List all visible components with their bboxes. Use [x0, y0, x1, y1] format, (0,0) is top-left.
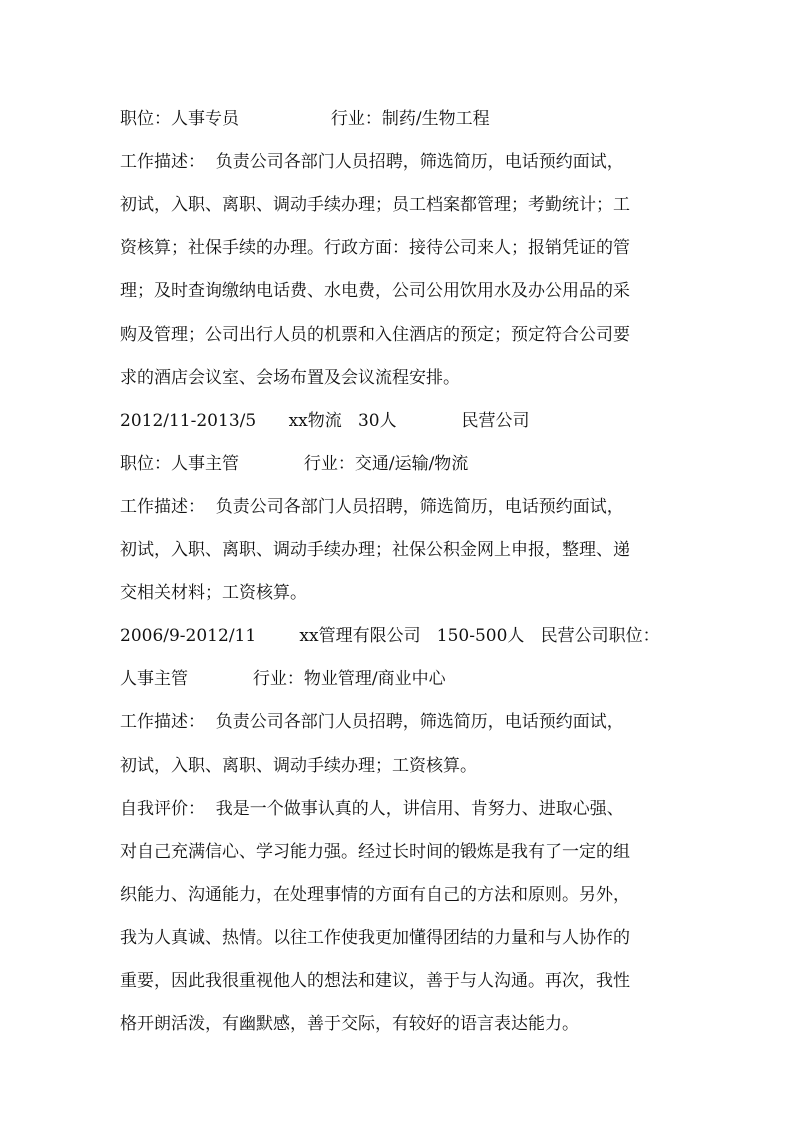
job-description-line: 交相关材料；工资核算。	[120, 583, 307, 603]
job-description-line: 初试，入职、离职、调动手续办理；员工档案都管理；考勤统计；工	[120, 195, 630, 215]
job-position-line: 职位：人事专员 行业：制药/生物工程	[120, 109, 490, 129]
self-evaluation-line: 重要，因此我很重视他人的想法和建议，善于与人沟通。再次，我性	[120, 971, 630, 991]
self-evaluation-line: 织能力、沟通能力，在处理事情的方面有自己的方法和原则。另外，	[120, 885, 630, 905]
job-description-line: 求的酒店会议室、会场布置及会议流程安排。	[120, 368, 460, 388]
job-description-line: 工作描述： 负责公司各部门人员招聘，筛选简历，电话预约面试，	[120, 497, 624, 517]
job-description-line: 理；及时查询缴纳电话费、水电费，公司公用饮用水及办公用品的采	[120, 281, 630, 301]
job-position-line: 人事主管 行业：物业管理/商业中心	[120, 669, 446, 689]
self-evaluation-line: 自我评价： 我是一个做事认真的人，讲信用、肯努力、进取心强、	[120, 799, 624, 819]
employment-period-line: 2006/9-2012/11 xx管理有限公司 150-500人 民营公司职位：	[120, 626, 660, 646]
job-description-line: 初试，入职、离职、调动手续办理；社保公积金网上申报，整理、递	[120, 540, 630, 560]
job-description-line: 资核算；社保手续的办理。行政方面：接待公司来人；报销凭证的管	[120, 238, 630, 258]
job-description-line: 购及管理；公司出行人员的机票和入住酒店的预定；预定符合公司要	[120, 325, 630, 345]
employment-period-line: 2012/11-2013/5 xx物流 30人 民营公司	[120, 411, 530, 431]
self-evaluation-line: 格开朗活泼，有幽默感，善于交际，有较好的语言表达能力。	[120, 1014, 579, 1034]
job-description-line: 工作描述： 负责公司各部门人员招聘，筛选简历，电话预约面试，	[120, 712, 624, 732]
job-description-line: 初试，入职、离职、调动手续办理；工资核算。	[120, 756, 477, 776]
job-description-line: 工作描述： 负责公司各部门人员招聘，筛选简历，电话预约面试，	[120, 152, 624, 172]
self-evaluation-line: 对自己充满信心、学习能力强。经过长时间的锻炼是我有了一定的组	[120, 842, 630, 862]
job-position-line: 职位：人事主管 行业：交通/运输/物流	[120, 454, 469, 474]
self-evaluation-line: 我为人真诚、热情。以往工作使我更加懂得团结的力量和与人协作的	[120, 928, 630, 948]
